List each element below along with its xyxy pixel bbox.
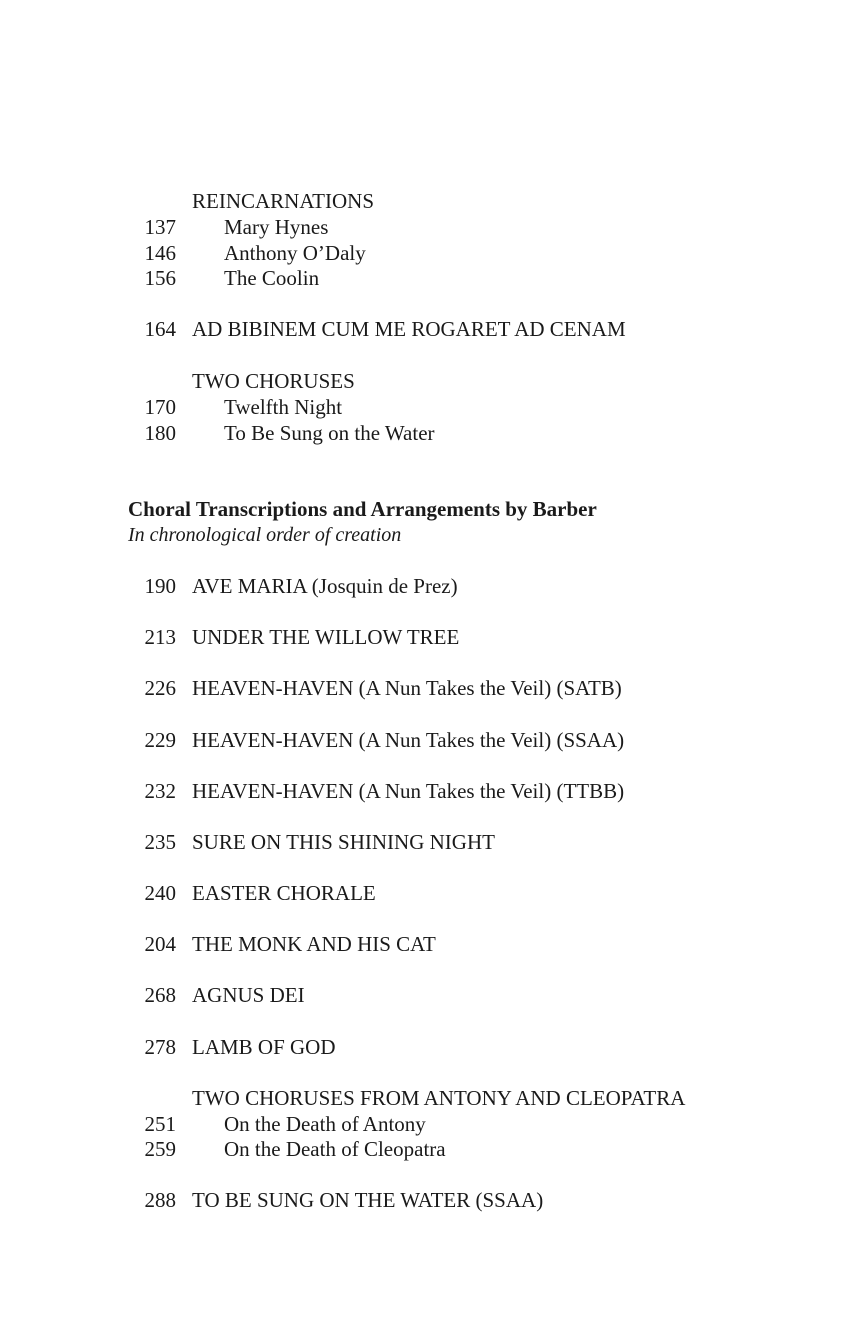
- entry-title: AGNUS DEI: [192, 983, 305, 1007]
- group-heading-text: TWO CHORUSES FROM ANTONY AND CLEOPATRA: [192, 1086, 686, 1110]
- entry-title: HEAVEN-HAVEN (A Nun Takes the Veil) (SATB): [192, 676, 622, 700]
- page-number: 240: [144, 881, 176, 905]
- entry-title: TO BE SUNG ON THE WATER (SSAA): [192, 1188, 544, 1212]
- group-heading-text: REINCARNATIONS: [192, 189, 375, 213]
- page-number: 204: [144, 932, 176, 956]
- entry-title: Twelfth Night: [224, 395, 343, 419]
- entry-title: On the Death of Cleopatra: [224, 1137, 446, 1161]
- entry-title: HEAVEN-HAVEN (A Nun Takes the Veil) (SSAA): [192, 728, 625, 752]
- page-number: 226: [144, 676, 176, 700]
- section-subheading: In chronological order of creation: [128, 524, 402, 546]
- entry-title: On the Death of Antony: [224, 1112, 426, 1136]
- page-number: 235: [144, 830, 176, 854]
- page-number: 229: [144, 728, 176, 752]
- page-number: 137: [144, 215, 176, 239]
- page-number: 156: [144, 266, 176, 290]
- entry-title: AD BIBINEM CUM ME ROGARET AD CENAM: [192, 317, 626, 341]
- entry-title: SURE ON THIS SHINING NIGHT: [192, 830, 495, 854]
- entry-title: EASTER CHORALE: [192, 881, 376, 905]
- page-number: 278: [144, 1035, 176, 1059]
- page-number: 146: [144, 241, 176, 265]
- entry-title: UNDER THE WILLOW TREE: [192, 625, 460, 649]
- section-heading: Choral Transcriptions and Arrangements by Barber: [128, 497, 597, 521]
- page-number: 251: [144, 1112, 176, 1136]
- page-number: 259: [144, 1137, 176, 1161]
- entry-title: Mary Hynes: [224, 215, 329, 239]
- entry-title: THE MONK AND HIS CAT: [192, 932, 436, 956]
- page-number: 213: [144, 625, 176, 649]
- entry-title: AVE MARIA (Josquin de Prez): [192, 574, 458, 598]
- page-number: 288: [144, 1188, 176, 1212]
- page-number: 190: [144, 574, 176, 598]
- page-number: 232: [144, 779, 176, 803]
- entry-title: HEAVEN-HAVEN (A Nun Takes the Veil) (TTBB): [192, 779, 625, 803]
- entry-title: The Coolin: [224, 266, 320, 290]
- page-number: 164: [144, 317, 176, 341]
- entry-title: To Be Sung on the Water: [224, 421, 435, 445]
- group-heading-text: TWO CHORUSES: [192, 369, 355, 393]
- page-number: 170: [144, 395, 176, 419]
- page-number: 268: [144, 983, 176, 1007]
- page-number: 180: [144, 421, 176, 445]
- entry-title: Anthony O’Daly: [224, 241, 366, 265]
- entry-title: LAMB OF GOD: [192, 1035, 336, 1059]
